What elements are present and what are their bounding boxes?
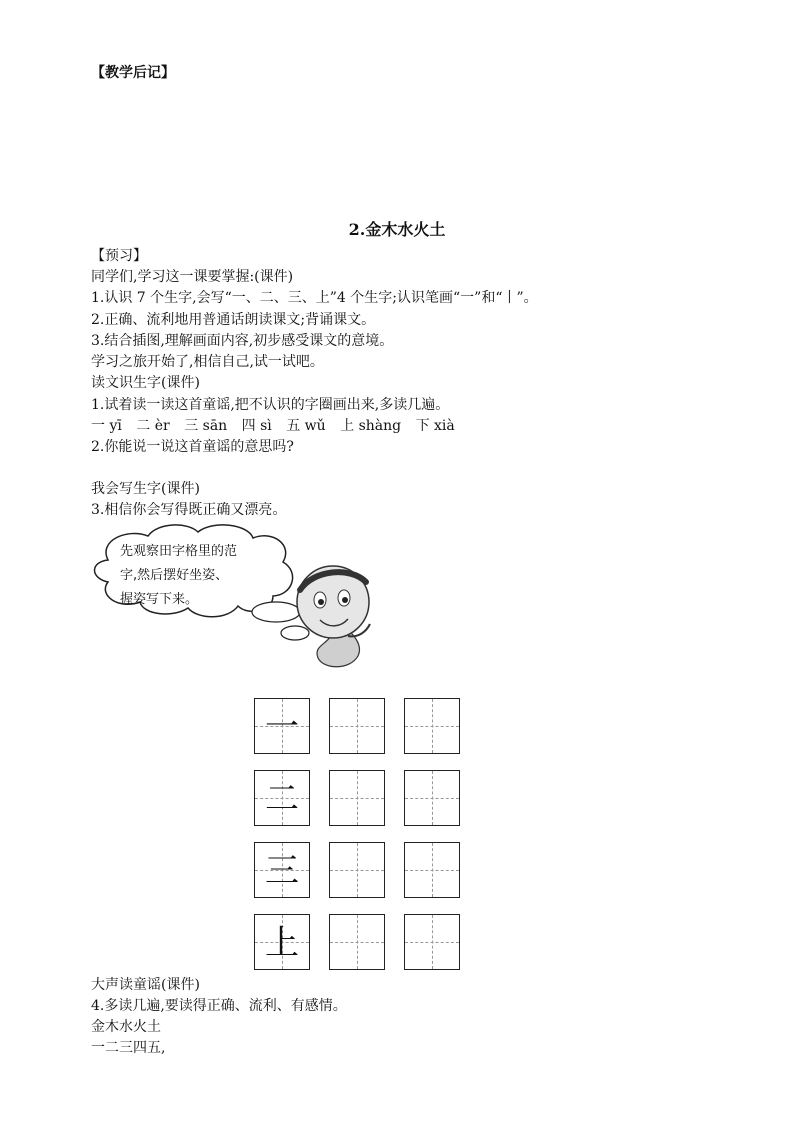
bubble-line: 先观察田字格里的范 bbox=[120, 544, 238, 559]
text-line: 我会写生字(课件) bbox=[91, 481, 200, 497]
mascot-icon bbox=[297, 566, 370, 667]
pinyin-item: 四 sì bbox=[241, 418, 272, 434]
small-cloud bbox=[281, 626, 309, 640]
grid-cell[interactable] bbox=[404, 698, 460, 754]
lesson-title: 2.金木水火土 bbox=[348, 220, 446, 239]
grid-cell[interactable] bbox=[329, 842, 385, 898]
text-line: 【预习】 bbox=[91, 248, 147, 264]
pinyin-item: 一 yī bbox=[91, 418, 122, 434]
notes-heading: 【教学后记】 bbox=[91, 65, 175, 81]
grid-cell[interactable] bbox=[329, 914, 385, 970]
model-char: 二 bbox=[265, 779, 299, 819]
bubble-line: 握姿写下来。 bbox=[120, 592, 199, 607]
pinyin-item: 三 sān bbox=[184, 418, 228, 434]
text-line: 1.认识 7 个生字,会写“一、二、三、上”4 个生字;认识笔画“一”和“丨”。 bbox=[91, 290, 538, 306]
pinyin-item: 上 shàng bbox=[340, 418, 402, 434]
model-char: 一 bbox=[265, 707, 299, 747]
text-line: 1.试着读一读这首童谣,把不认识的字圈画出来,多读几遍。 bbox=[91, 397, 450, 413]
grid-cell[interactable] bbox=[404, 770, 460, 826]
text-line: 3.相信你会写得既正确又漂亮。 bbox=[91, 502, 287, 518]
grid-cell[interactable] bbox=[329, 698, 385, 754]
model-char: 三 bbox=[265, 851, 299, 891]
grid-cell[interactable] bbox=[404, 842, 460, 898]
text-line: 学习之旅开始了,相信自己,试一试吧。 bbox=[91, 354, 324, 370]
text-line: 4.多读几遍,要读得正确、流利、有感情。 bbox=[91, 998, 347, 1014]
grid-cell[interactable] bbox=[254, 770, 310, 826]
grid-cell[interactable] bbox=[254, 842, 310, 898]
pinyin-item: 二 èr bbox=[136, 418, 170, 434]
grid-cell[interactable] bbox=[404, 914, 460, 970]
text-line: 同学们,学习这一课要掌握:(课件) bbox=[91, 269, 294, 285]
grid-cell[interactable] bbox=[254, 698, 310, 754]
text-line: 大声读童谣(课件) bbox=[91, 977, 200, 993]
text-line: 2.你能说一说这首童谣的意思吗? bbox=[91, 439, 294, 455]
speech-bubble-text bbox=[120, 540, 260, 612]
bubble-line: 字,然后摆好坐姿、 bbox=[120, 568, 229, 583]
pinyin-item: 下 xià bbox=[415, 418, 455, 434]
grid-cell[interactable] bbox=[254, 914, 310, 970]
text-line: 一二三四五, bbox=[91, 1040, 166, 1056]
text-line: 2.正确、流利地用普通话朗读课文;背诵课文。 bbox=[91, 312, 376, 328]
pinyin-row bbox=[91, 416, 465, 436]
grid-cell[interactable] bbox=[329, 770, 385, 826]
text-line: 读文识生字(课件) bbox=[91, 375, 200, 391]
text-line: 金木水火土 bbox=[91, 1019, 161, 1035]
model-char: 上 bbox=[265, 923, 299, 963]
pinyin-item: 五 wǔ bbox=[286, 418, 326, 434]
text-line: 3.结合插图,理解画面内容,初步感受课文的意境。 bbox=[91, 333, 394, 349]
